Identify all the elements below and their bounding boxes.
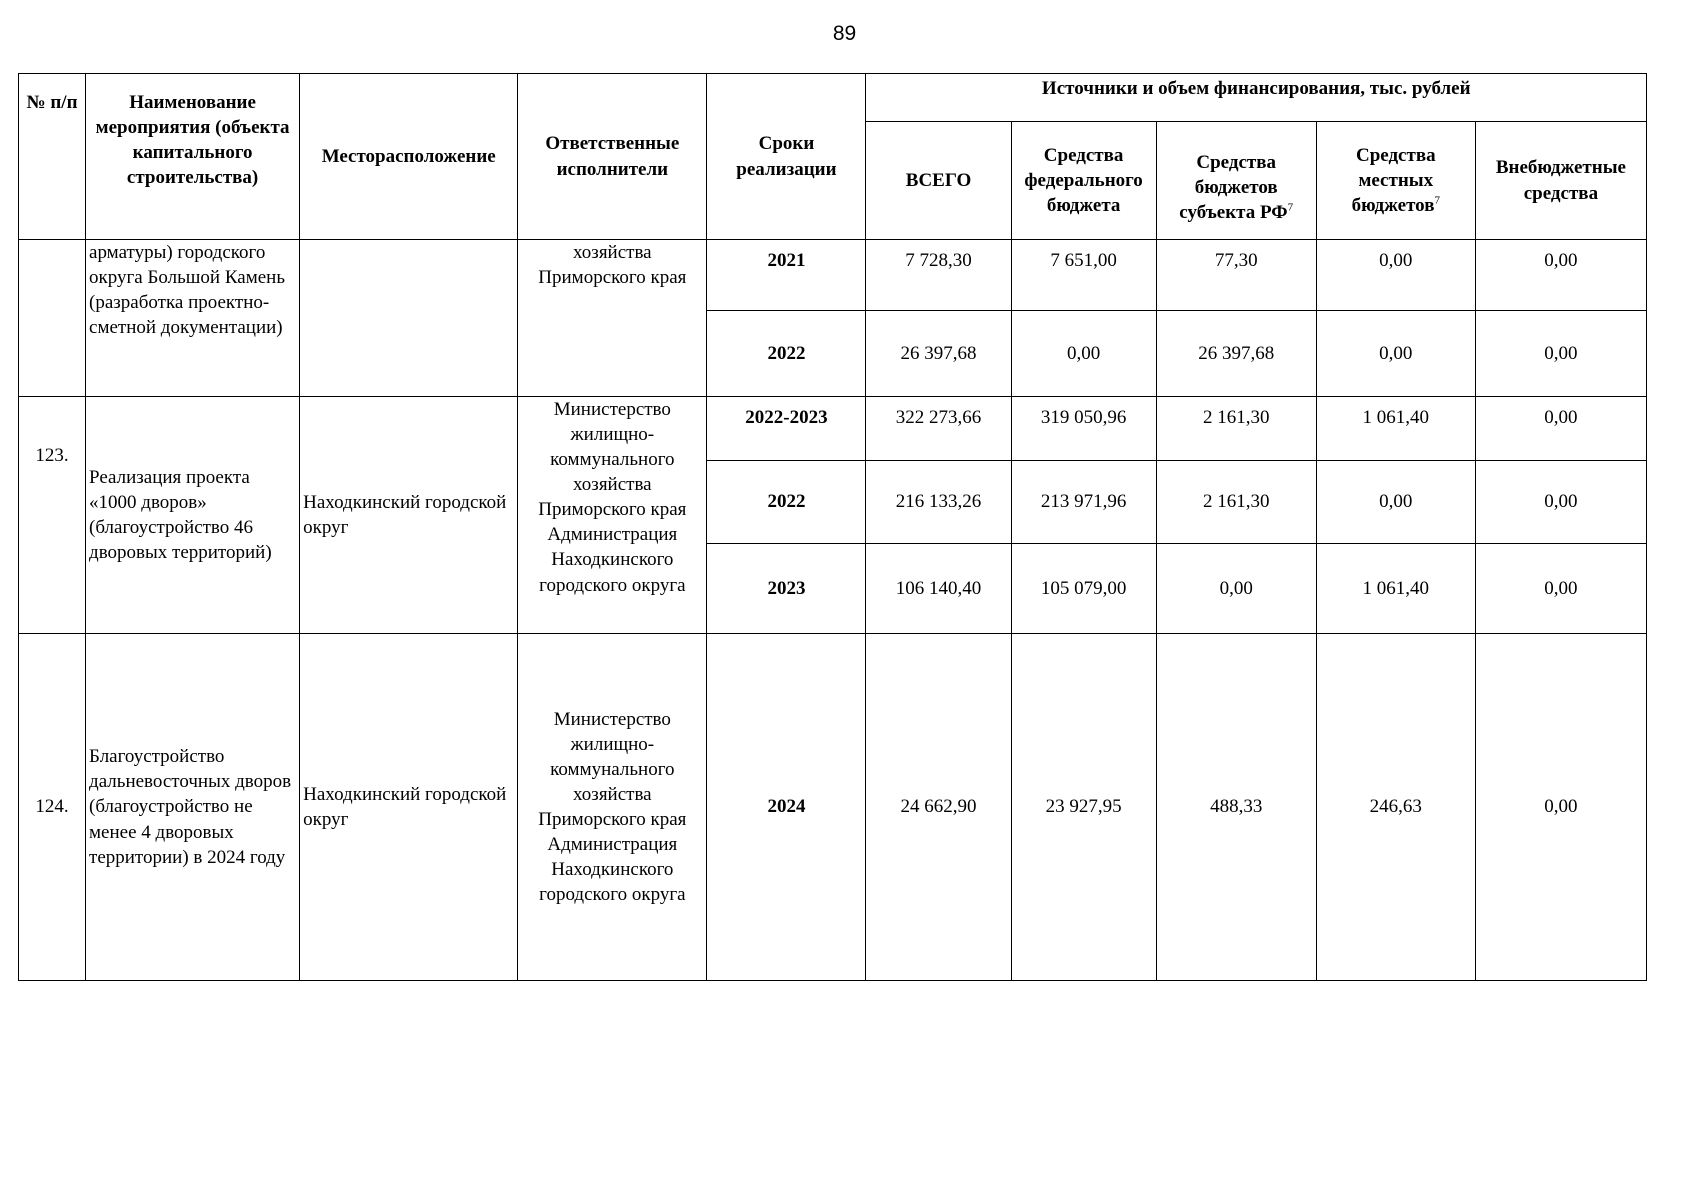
- row-cont-responsible: хозяйства Приморского края: [518, 240, 707, 397]
- header-row-1: [19, 74, 1647, 122]
- row-cont-extra: 0,00: [1475, 240, 1646, 311]
- header-local-label: Средства местных бюджетов: [1351, 144, 1436, 217]
- row-cont-location: [300, 240, 518, 397]
- row-124-num: 124.: [19, 634, 86, 981]
- header-location: Месторасположение: [300, 74, 518, 240]
- row-124-total: 24 662,90: [866, 634, 1011, 981]
- row-cont-num: [19, 240, 86, 397]
- row-cont-federal: 0,00: [1011, 311, 1156, 397]
- header-local: [1316, 122, 1475, 240]
- header-regional-label: Средства бюджетов субъекта РФ: [1179, 151, 1288, 224]
- table-row: [19, 634, 1647, 981]
- header-local-footnote: 7: [1434, 194, 1440, 207]
- row-cont-total: 7 728,30: [866, 240, 1011, 311]
- row-cont-federal: 7 651,00: [1011, 240, 1156, 311]
- row-124-year: 2024: [707, 634, 866, 981]
- row-123-extra: 0,00: [1475, 544, 1646, 634]
- row-124-extra: 0,00: [1475, 634, 1646, 981]
- row-123-extra: 0,00: [1475, 397, 1646, 461]
- row-123-year: 2022-2023: [707, 397, 866, 461]
- row-cont-regional: 26 397,68: [1156, 311, 1316, 397]
- row-123-responsible: Министерство жилищно-коммунального хозяйства Приморского края Администрация Находкинского городского округа: [518, 397, 707, 634]
- header-total: ВСЕГО: [866, 122, 1011, 240]
- row-123-year: 2022: [707, 461, 866, 544]
- row-123-local: 0,00: [1316, 461, 1475, 544]
- row-124-responsible: Министерство жилищно-коммунального хозяйства Приморского края Администрация Находкинского городского округа: [518, 634, 707, 981]
- row-cont-name: арматуры) городского округа Большой Камень (разработка проектно-сметной документации): [86, 240, 300, 397]
- row-123-name: Реализация проекта «1000 дворов» (благоустройство 46 дворовых территорий): [86, 397, 300, 634]
- header-name: Наименование мероприятия (объекта капитального строительства): [86, 74, 300, 240]
- row-123-federal: 213 971,96: [1011, 461, 1156, 544]
- page-number: 89: [832, 22, 857, 45]
- row-124-regional: 488,33: [1156, 634, 1316, 981]
- header-federal: Средства федерального бюджета: [1011, 122, 1156, 240]
- row-123-num: 123.: [19, 397, 86, 634]
- row-123-total: 322 273,66: [866, 397, 1011, 461]
- header-extra: Внебюджетные средства: [1475, 122, 1646, 240]
- header-regional: [1156, 122, 1316, 240]
- header-regional-footnote: 7: [1287, 201, 1294, 214]
- row-124-federal: 23 927,95: [1011, 634, 1156, 981]
- row-124-local: 246,63: [1316, 634, 1475, 981]
- financing-table: [18, 73, 1647, 981]
- row-123-year: 2023: [707, 544, 866, 634]
- row-cont-total: 26 397,68: [866, 311, 1011, 397]
- row-123-regional: 2 161,30: [1156, 461, 1316, 544]
- row-cont-local: 0,00: [1316, 311, 1475, 397]
- row-124-name: Благоустройство дальневосточных дворов (благоустройство не менее 4 дворовых территории) в 2024 году: [86, 634, 300, 981]
- row-cont-extra: 0,00: [1475, 311, 1646, 397]
- row-123-local: 1 061,40: [1316, 544, 1475, 634]
- header-responsible: Ответственные исполнители: [518, 74, 707, 240]
- header-num: № п/п: [19, 74, 86, 240]
- header-terms: Сроки реализации: [707, 74, 866, 240]
- row-123-location: Находкинский городской округ: [300, 397, 518, 634]
- row-cont-year: 2021: [707, 240, 866, 311]
- row-123-federal: 319 050,96: [1011, 397, 1156, 461]
- row-123-total: 106 140,40: [866, 544, 1011, 634]
- row-123-extra: 0,00: [1475, 461, 1646, 544]
- header-funding-group: Источники и объем финансирования, тыс. рублей: [866, 74, 1647, 122]
- row-123-regional: 0,00: [1156, 544, 1316, 634]
- row-cont-regional: 77,30: [1156, 240, 1316, 311]
- table-row: [19, 240, 1647, 311]
- row-124-location: Находкинский городской округ: [300, 634, 518, 981]
- row-123-total: 216 133,26: [866, 461, 1011, 544]
- row-123-regional: 2 161,30: [1156, 397, 1316, 461]
- row-cont-year: 2022: [707, 311, 866, 397]
- table-row: [19, 397, 1647, 461]
- row-123-federal: 105 079,00: [1011, 544, 1156, 634]
- row-cont-local: 0,00: [1316, 240, 1475, 311]
- row-123-local: 1 061,40: [1316, 397, 1475, 461]
